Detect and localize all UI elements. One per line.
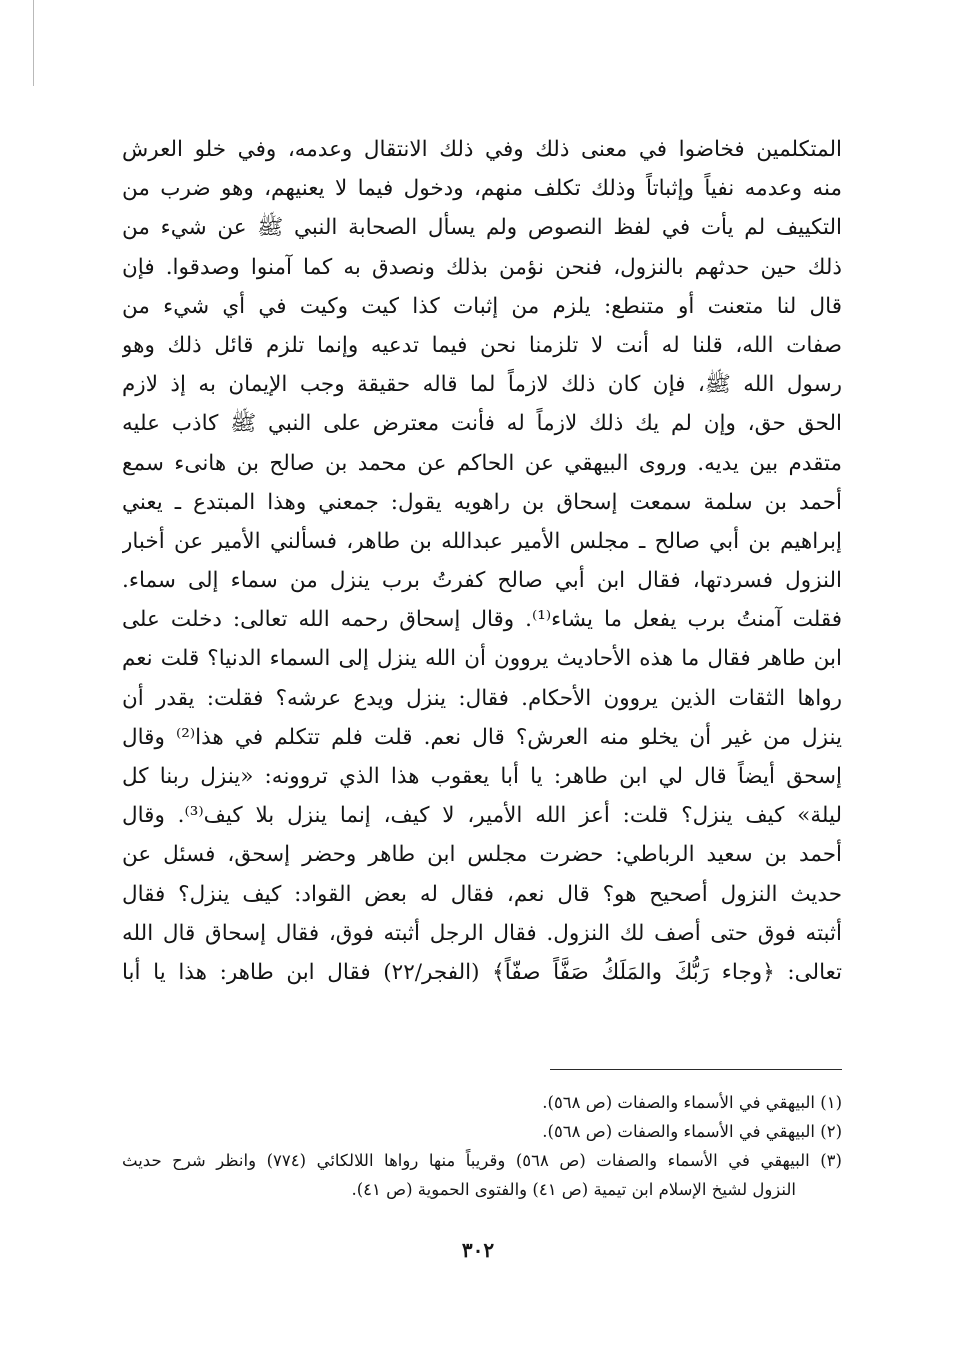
footnote-3-continuation: النزول لشيخ الإسلام ابن تيمية (ص ٤١) والفتوى الحموية (ص ٤١). <box>351 1180 796 1199</box>
footnote-3: (٣) البيهقي في الأسماء والصفات (ص ٥٦٨) وقريباً منها رواها اللالكائي (٧٧٤) وانظر شرح حديث <box>122 1151 842 1170</box>
body-line: أحمد بن سعيد الرباطي: حضرت مجلس ابن طاهر وحضر إسحق، فسئل عن <box>122 842 842 868</box>
body-line: النزول فسردتها، فقال ابن أبي صالح كفرتُ برب ينزل من سماء إلى سماء. <box>122 568 842 594</box>
body-line: فقلت آمنتُ برب يفعل ما يشاء⁽¹⁾. وقال إسحاق رحمه الله تعالى: دخلت على <box>122 607 842 633</box>
body-line: صفات الله، قلنا له أنت لا تلزمنا نحن فيما تدعيه وإنما تلزم قائل ذلك وهو <box>122 332 842 358</box>
footnotes <box>122 1088 842 1204</box>
body-line: حديث النزول أصحيح هو؟ قال نعم، فقال له بعض القواد: كيف ينزل؟ فقال <box>122 881 842 907</box>
body-line: ذلك حين حدثهم بالنزول، فنحن نؤمن بذلك ونصدق به كما آمنوا وصدقوا. فإن <box>122 254 842 280</box>
body-line: منه وعدمه نفياً وإثباتاً وذلك تكلف منهم، ودخول فيما لا يعنيهم، وهو ضرب من <box>122 176 842 202</box>
body-line: رواها الثقات الذين يروون الأحكام. فقال: ينزل ويدع عرشه؟ فقلت: يقدر أن <box>122 685 842 711</box>
body-text <box>122 130 842 992</box>
body-line: إسحق أيضاً قال لي ابن طاهر: يا أبا يعقوب هذا الذي تروونه: «ينزل ربنا كل <box>122 764 842 789</box>
body-line: متقدم بين يديه. وروى البيهقي عن الحاكم عن محمد بن صالح بن هانىء سمع <box>122 450 842 476</box>
body-line: إبراهيم بن أبي صالح ـ مجلس الأمير عبدالله بن طاهر، فسألني الأمير عن أخبار <box>122 528 842 554</box>
body-line: أحمد بن سلمة سمعت إسحاق بن راهويه يقول: جمعني وهذا المبتدع ـ يعني <box>122 489 842 515</box>
body-line: المتكلمين فخاضوا في معنى ذلك وفي ذلك الانتقال وعدمه، وفي خلو العرش <box>122 137 842 162</box>
body-line: قال لنا متعنت أو متنطع: يلزم من إثبات كذا كيت وكيت في أي شيء من <box>122 293 842 319</box>
margin-rule <box>33 0 34 86</box>
body-line: ينزل من غير أن يخلو منه العرش؟ قال نعم. قلت فلم تتكلم في هذا⁽²⁾ وقال <box>122 724 842 750</box>
body-line: ابن طاهر فقال ما هذه الأحاديث يروون أن الله ينزل إلى السماء الدنيا؟ قلت نعم <box>122 646 842 672</box>
footnote-separator <box>550 1069 842 1070</box>
page-number: ٣٠٢ <box>461 1238 495 1262</box>
body-line: الحق حق، وإن لم يك ذلك لازماً له فأنت معترض على النبي ﷺ كاذب عليه <box>122 411 842 437</box>
body-line: التكييف لم يأت في لفظ النصوص ولم يسأل الصحابة النبي ﷺ عن شيء من <box>122 215 842 241</box>
footnote-1: (١) البيهقي في الأسماء والصفات (ص ٥٦٨). <box>542 1093 842 1112</box>
footnote-2: (٢) البيهقي في الأسماء والصفات (ص ٥٦٨). <box>542 1122 842 1141</box>
body-line: ليلة» كيف ينزل؟ قلت: أعز الله الأمير، لا كيف، إنما ينزل بلا كيف⁽³⁾. وقال <box>122 803 842 829</box>
body-line: أثبته فوق حتى أصف لك النزول. فقال الرجل أثبته فوق، فقال إسحاق قال الله <box>122 920 842 946</box>
body-line: تعالى: ﴿وجاء رَبُّكَ والمَلَكُ صَفَّاً صفّاً﴾ (الفجر/٢٢) فقال ابن طاهر: هذا يا أبا <box>122 959 842 985</box>
body-line: رسول الله ﷺ، فإن كان ذلك لازماً لما قاله حقيقة وجب الإيمان به إذ لازم <box>122 372 842 398</box>
